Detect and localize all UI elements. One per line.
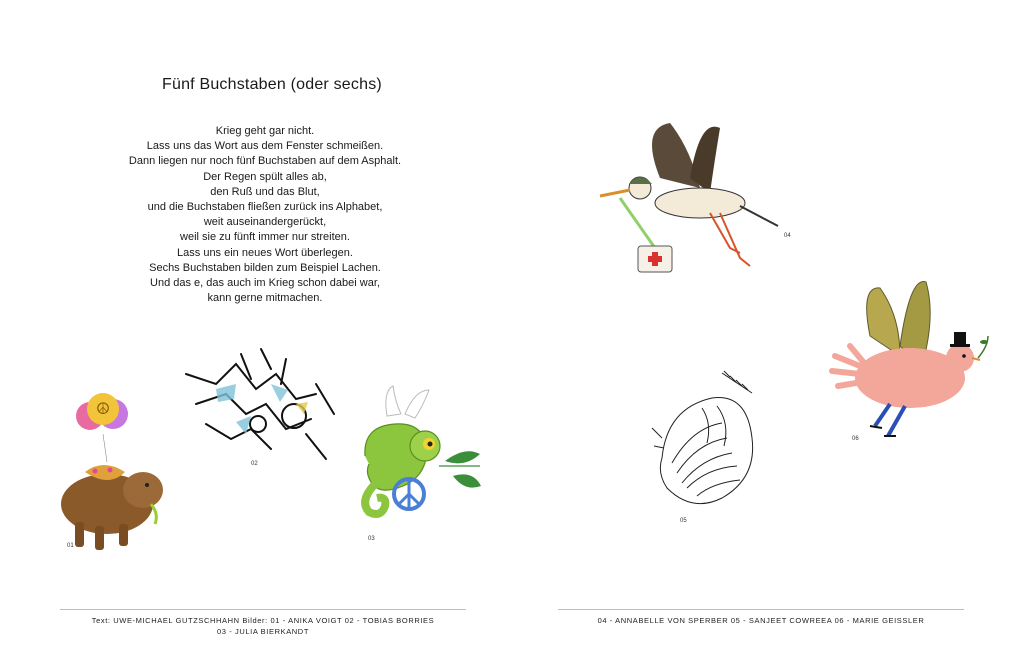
balloons [76,393,128,462]
poem-line: Krieg geht gar nicht. [215,125,315,137]
line-bird-illustration [652,368,767,516]
illustration-label-06: 06 [852,436,859,442]
illustration-label-02: 02 [251,461,258,467]
poem-line: Dann liegen nur noch fünf Buchstaben auf dem Asphalt. [128,155,402,168]
illustration-label-05: 05 [680,518,687,524]
poem-line: und die Buchstaben fließen zurück ins Alphabet, [147,201,383,214]
footer-rule-left [60,609,466,610]
footer-rule-right [558,609,964,610]
illustration-label-01: 01 [67,543,74,549]
poem-line: Lass uns ein neues Wort überlegen. [177,246,353,259]
poem-line: Lass uns das Wort aus dem Fenster schmeißen. [146,140,384,153]
capybara [61,465,163,550]
poem-line: Der Regen spült alles ab, [203,170,327,183]
illustration-label-04: 04 [784,233,791,239]
chameleon-illustration [345,386,485,521]
pink-bird-illustration [830,276,990,438]
poem-line: Sechs Buchstaben bilden zum Beispiel Lachen. [149,261,381,274]
credits-left-line2: 03 - JULIA BIERKANDT [216,627,310,636]
poem-line: weit auseinandergerückt, [203,216,327,229]
stork-illustration [600,118,785,286]
credits-left-line1: Text: UWE-MICHAEL GUTZSCHHAHN Bilder: 01 - ANIKA VOIGT 02 - TOBIAS BORRIES [91,616,435,625]
peace-symbol-icon: ☮ [95,401,111,418]
poem-line: kann gerne mitmachen. [207,292,323,305]
poem-line: den Ruß und das Blut, [210,185,320,198]
poem-line: weil sie zu fünft immer nur streiten. [180,231,350,244]
scribble-bird-illustration [176,344,338,464]
poem-line: Und das e, das auch im Krieg schon dabei war, [150,277,380,290]
page-title: Fünf Buchstaben (oder sechs) [162,76,382,93]
capybara-illustration [55,392,170,557]
illustration-label-03: 03 [368,536,375,542]
credits-right: 04 - ANNABELLE VON SPERBER 05 - SANJEET COWREEA 06 - MARIE GEISSLER [597,616,925,625]
poem [100,124,430,306]
